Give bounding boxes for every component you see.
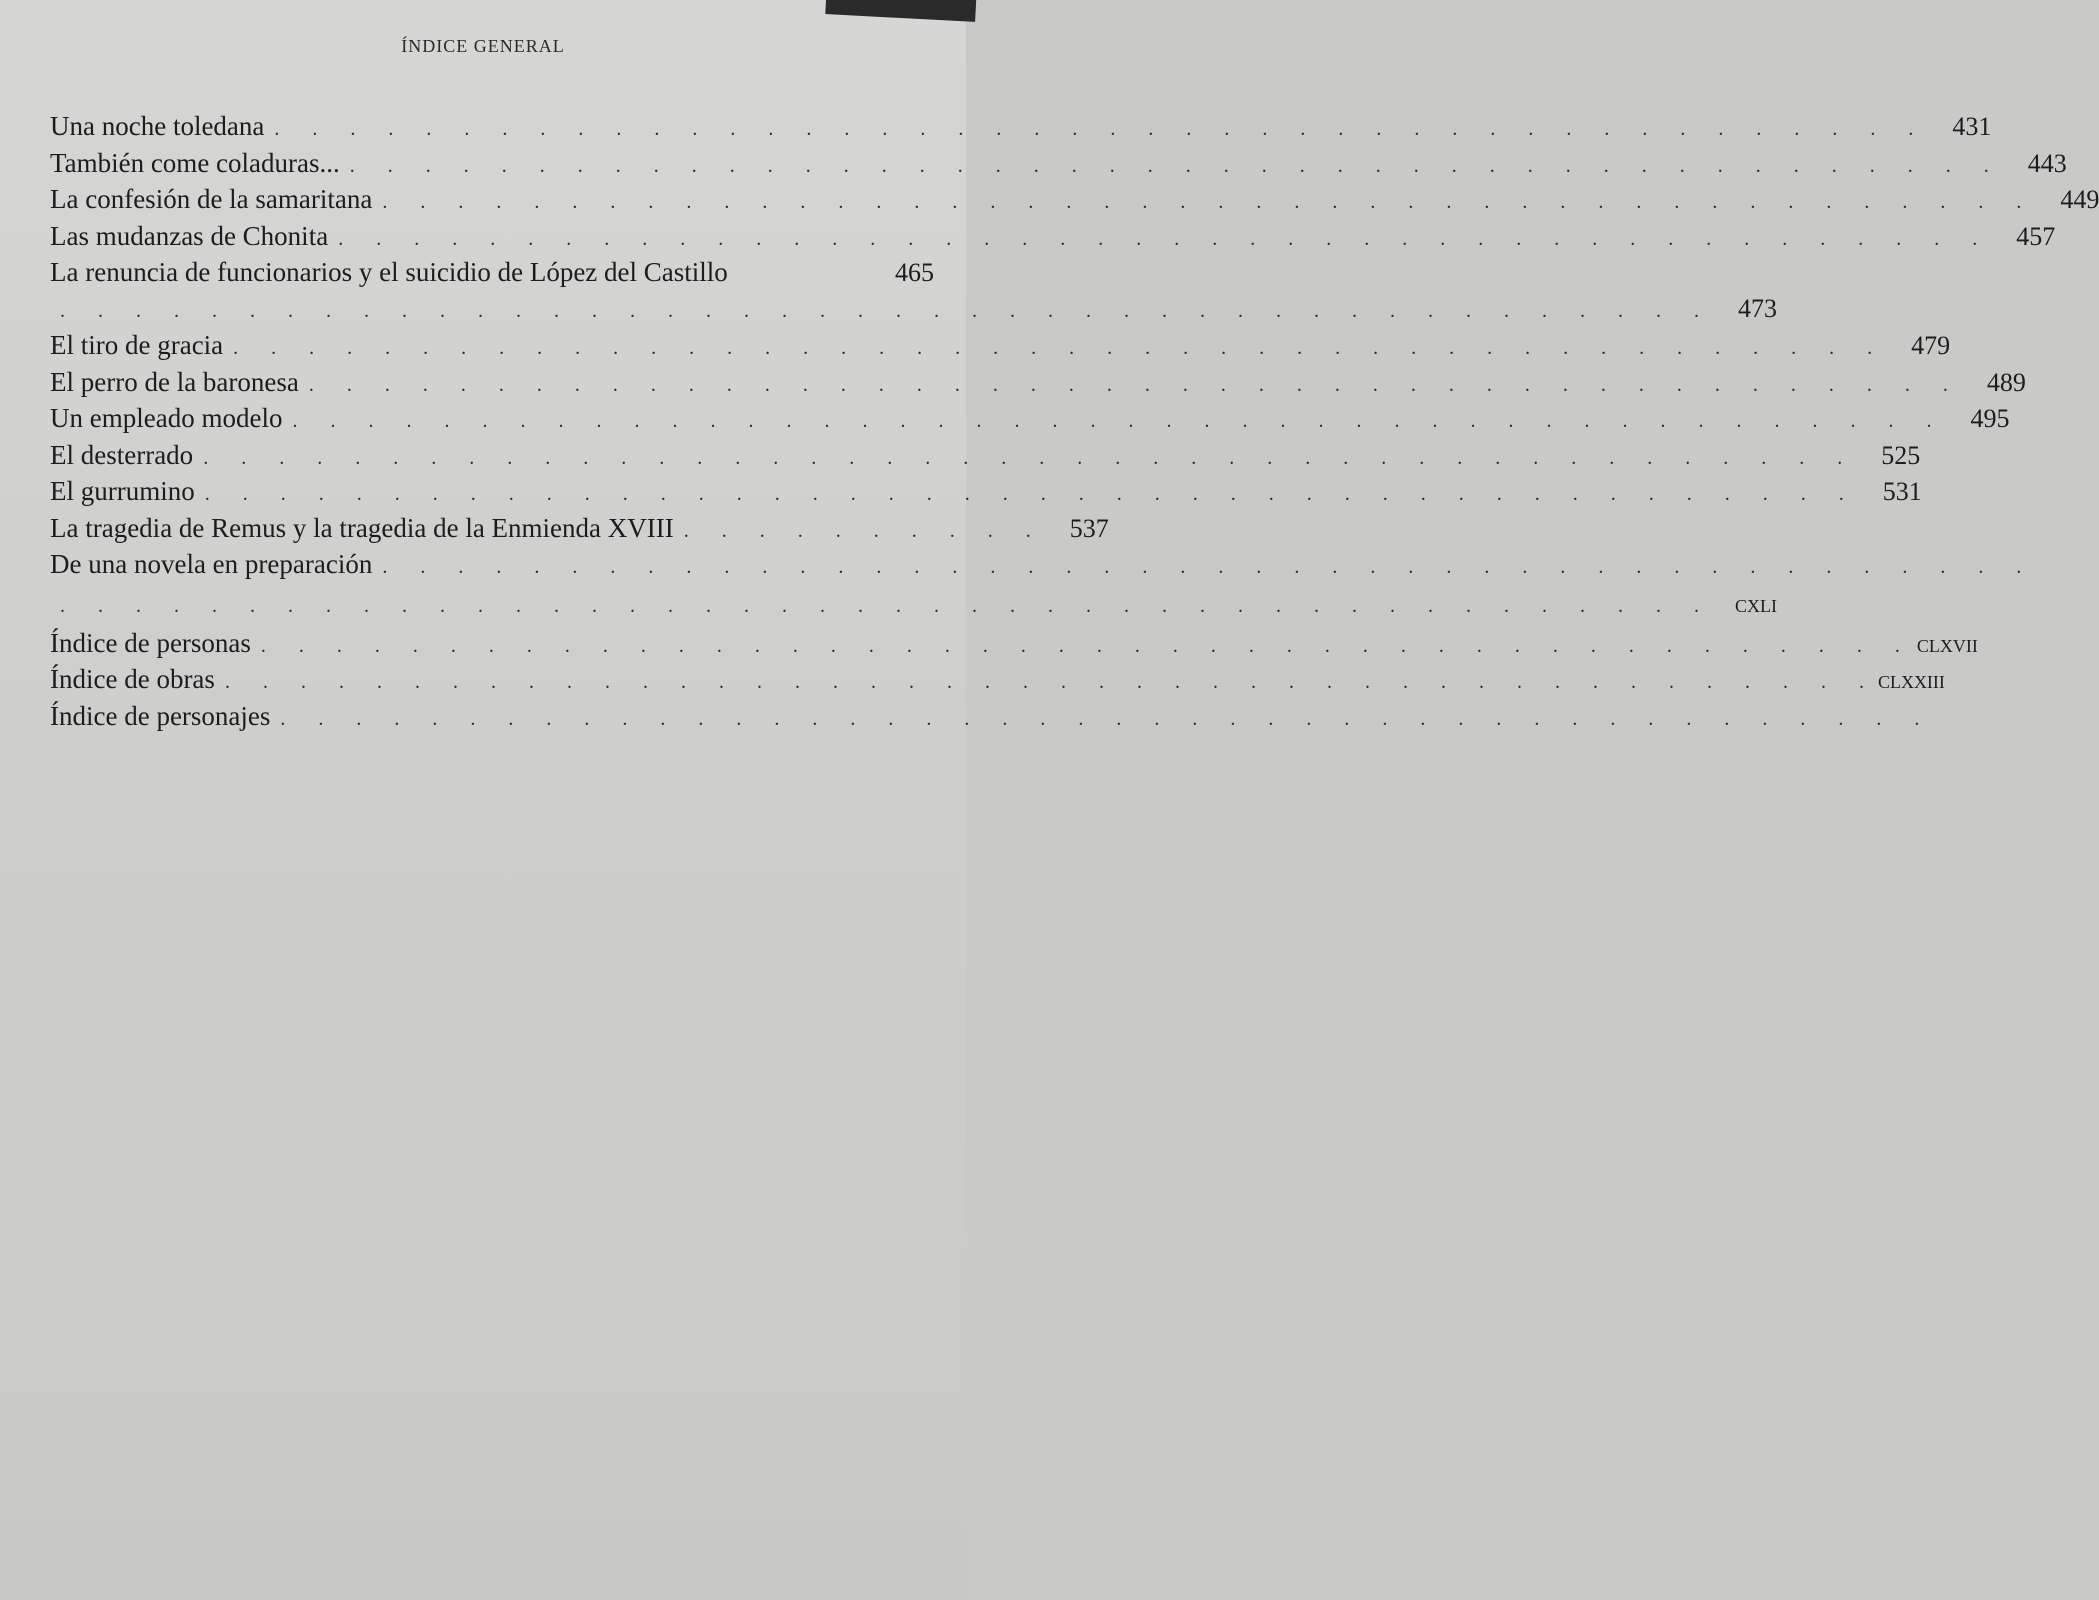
toc-entry-title: Un empleado modelo <box>50 403 283 433</box>
toc-entry <box>50 400 2010 437</box>
toc-entry-title: El tiro de gracia <box>50 330 224 360</box>
toc-entry-title: La renuncia de funcionarios y el suicidio de López del Castillo <box>50 257 728 287</box>
toc-entry <box>50 473 1922 510</box>
toc-entry-page: 431 <box>1952 112 1992 141</box>
toc-entry-page: 531 <box>1882 477 1922 506</box>
dot-leader: . . . . . . . . . . . . . . . . . . . . . . . . . . . . . . . . . . . . . . . . . . . . <box>204 483 1858 505</box>
dot-leader: . . . . . . . . . . . . . . . . . . . . . . . . . . . . . . . . . . . . . . . . . . . . <box>382 556 2036 578</box>
toc-entry-page: 457 <box>2016 221 2056 251</box>
toc-entry <box>50 698 1934 735</box>
toc-entry-page: CLXVII <box>1916 635 1978 656</box>
toc-entry <box>50 625 1978 662</box>
toc-entry <box>50 145 2067 182</box>
toc-entry <box>50 181 2099 218</box>
toc-entry <box>50 327 1951 364</box>
toc-entry-title: El gurrumino <box>50 476 195 506</box>
dot-leader: . . . . . . . . . . . . . . . . . . . . . . . . . . . . . . . . . . . . . . . . . . . . <box>233 337 1887 359</box>
toc-entry-title: Las mudanzas de Chonita <box>50 220 329 251</box>
dot-leader: . . . . . . . . . . <box>683 519 1045 542</box>
dot-leader: . . . . . . . . . . . . . . . . . . . . . . . . . . . . . . . . . . . . . . . . . . . . <box>260 634 1914 657</box>
toc-entry-page: 495 <box>1970 404 2010 433</box>
toc-entry-title: La confesión de la samaritana <box>50 184 373 214</box>
toc-entry <box>50 291 1777 328</box>
toc-entry-page: 443 <box>2027 148 2067 178</box>
toc-entry <box>50 218 2056 255</box>
toc-entry <box>50 661 1945 698</box>
dot-leader: . . . . . . . . . . . . . . . . . . . . . . . . . . . . . . . . . . . . . . . . . . . . <box>203 446 1857 469</box>
toc-entry-page: 537 <box>1069 513 1109 543</box>
toc-entry-page: 473 <box>1738 293 1777 323</box>
toc-entry-title: Una noche toledana <box>50 111 265 141</box>
dot-leader: . . . . . . . . . . . . . . . . . . . . . . . . . . . . . . . . . . . . . . . . . . . . <box>338 227 1992 250</box>
toc-entry <box>50 364 2026 401</box>
dot-leader: . . . . . . . . . . . . . . . . . . . . . . . . . . . . . . . . . . . . . . . . . . . . <box>224 671 1878 693</box>
contents-list <box>50 108 2099 583</box>
toc-entry <box>50 437 1921 474</box>
toc-entry <box>50 510 1109 547</box>
toc-entry-page: 465 <box>895 258 934 287</box>
toc-entry-page: 525 <box>1881 440 1921 470</box>
toc-entry-title: El desterrado <box>50 439 194 470</box>
toc-entry-page: 449 <box>2060 185 2099 214</box>
toc-entry-page: CXLI <box>1735 596 1777 616</box>
dot-leader: . . . . . . . . . . . . . . . . . . . . . . . . . . . . . . . . . . . . . . . . . . . . <box>60 299 1713 322</box>
dot-leader: . . . . . . . . . . . . . . . . . . . . . . . . . . . . . . . . . . . . . . . . . . . . <box>382 191 2036 213</box>
toc-entry-title: El perro de la baronesa <box>50 366 299 397</box>
toc-entry-title: Índice de personajes <box>50 700 271 731</box>
dot-leader: . . . . . . . . . . . . . . . . . . . . . . . . . . . . . . . . . . . . . . . . . . . . <box>60 595 1713 617</box>
dot-leader: . . . . . . . . . . . . . . . . . . . . . . . . . . . . . . . . . . . . . . . . . . . . <box>308 373 1962 396</box>
dot-leader: . . . . . . . . . . . . . . . . . . . . . . . . . . . . . . . . . . . . . . . . . . . . <box>349 154 2003 177</box>
toc-entry <box>50 546 2036 583</box>
toc-entry-page: CLXXIII <box>1877 672 1945 692</box>
toc-entry <box>50 588 1777 625</box>
toc-entry-title: La tragedia de Remus y la tragedia de la Enmienda XVIII <box>50 512 674 543</box>
dark-page-corner <box>825 0 976 22</box>
toc-entry-title: Índice de personas <box>50 627 251 658</box>
toc-entry-page: 489 <box>1986 367 2026 397</box>
toc-entry-title: Índice de obras <box>50 664 215 694</box>
toc-entry-title: También come coladuras... <box>50 147 340 178</box>
dot-leader: . . . . . . . . . . . . . . . . . . . . . . . . . . . . . . . . . . . . . . . . . . . . <box>292 410 1946 432</box>
dot-leader: . . . . . . . . . . . . . . . . . . . . . . . . . . . . . . . . . . . . . . . . . . . . <box>280 707 1934 730</box>
toc-entry-page: 479 <box>1911 331 1951 360</box>
toc-entry-title: De una novela en preparación <box>50 549 373 579</box>
toc-entry <box>50 254 934 291</box>
toc-entry <box>50 108 1992 145</box>
running-header: ÍNDICE GENERAL <box>401 36 565 56</box>
dot-leader: . . . . . . . . . . . . . . . . . . . . . . . . . . . . . . . . . . . . . . . . . . . . <box>274 118 1928 140</box>
indices-list <box>50 588 1978 734</box>
